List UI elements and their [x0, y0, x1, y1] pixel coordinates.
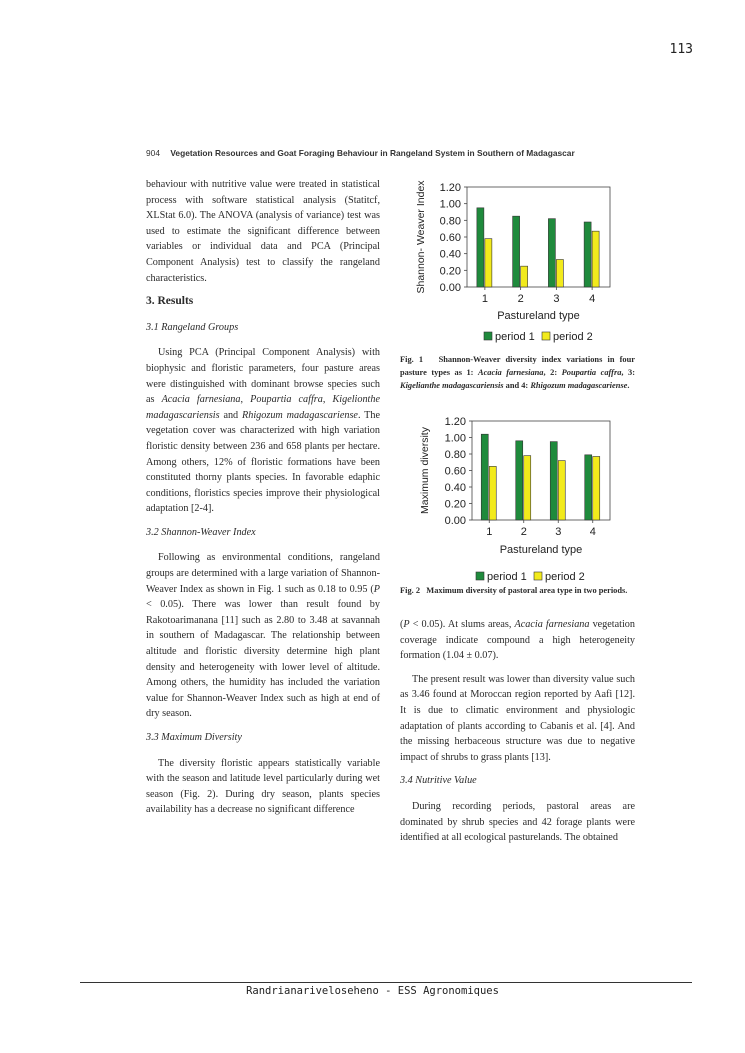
x-tick-label: 4 — [589, 293, 596, 305]
x-tick-label: 2 — [517, 293, 524, 305]
bar-period1 — [481, 434, 488, 520]
bar-period2 — [485, 239, 492, 287]
bar-period2 — [592, 231, 599, 287]
figure-2-caption: Fig. 2 Maximum diversity of pastoral area type in two periods. — [400, 586, 628, 595]
bar-period2 — [489, 466, 496, 520]
x-tick-label: 1 — [481, 293, 488, 305]
section-heading-results: 3. Results — [146, 295, 194, 308]
shannon-weaver-paragraph: Following as environmental conditions, rangeland groups are determined with a large variation of Shannon-Weaver Index as shown in Fig. 1 such as 0.18 to 0.95 (P < 0.05). There was lower than result found by Rakotoarimanana [11] such as 2.80 to 3.48 at savannah in southern of Madagascar. The relationship between altitude and floristic diversity determine high plant density and heterogeneity with lower level of altitude. Among others, the humidity has included the variation value for Shannon-Weaver Index such as high at end of dry season. — [146, 552, 380, 720]
y-tick-label: 0.20 — [444, 498, 466, 511]
legend-swatch-period1 — [476, 572, 484, 580]
bar-period1 — [550, 442, 557, 520]
figure-1-bar-chart — [410, 178, 640, 348]
x-tick-label: 4 — [589, 526, 596, 538]
footer-divider — [80, 982, 692, 983]
running-header — [146, 148, 616, 158]
bar-period1 — [548, 219, 555, 287]
legend-label: period 1 — [487, 571, 527, 583]
maximum-diversity-paragraph: The diversity floristic appears statistically variable with the season and latitude level particularly during wet season (Fig. 2). During dry season, plants species availability has a decrease no significant difference — [146, 757, 380, 816]
y-tick-label: 0.20 — [439, 265, 461, 278]
nutritive-value-paragraph: During recording periods, pastoral areas are dominated by shrub species and 42 forage plants were identified at all ecological pasturelands. The obtained — [400, 800, 635, 844]
y-tick-label: 1.00 — [439, 198, 461, 211]
journal-page-number: 904 — [146, 148, 160, 158]
bar-period2 — [524, 456, 531, 520]
x-axis-label: Pastureland type — [499, 544, 583, 556]
bar-period2 — [558, 461, 565, 520]
y-tick-label: 0.40 — [439, 248, 461, 261]
legend-label: period 1 — [495, 331, 535, 343]
x-axis-label: Pastureland type — [497, 310, 580, 322]
legend-label: period 2 — [553, 331, 593, 343]
bar-period1 — [477, 208, 484, 287]
y-tick-label: 0.80 — [439, 215, 461, 228]
y-tick-label: 1.00 — [444, 432, 466, 445]
legend-swatch-period1 — [484, 332, 492, 340]
x-tick-label: 3 — [553, 293, 560, 305]
right-column — [400, 617, 635, 854]
subsection-heading-maximum-diversity: 3.3 Maximum Diversity — [146, 732, 242, 743]
legend-swatch-period2 — [534, 572, 542, 580]
bar-period2 — [593, 456, 600, 520]
figure-2-bar-chart — [410, 412, 640, 584]
y-tick-label: 0.00 — [439, 282, 461, 294]
y-axis-label: Shannon- Weaver Index — [415, 180, 427, 294]
subsection-heading-shannon-weaver: 3.2 Shannon-Weaver Index — [146, 526, 256, 538]
bar-period2 — [556, 260, 563, 288]
methods-paragraph-end: behaviour with nutritive value were treated in statistical process with software statistical analysis (Statitcf, XLStat 6.0). The ANOVA (analysis of variance) test was used to estimate the significant difference between variables or individual data and PCA (Principal Component Analysis) test to classify the rangeland characteristics. — [146, 179, 380, 284]
y-tick-label: 0.60 — [444, 465, 466, 478]
y-tick-label: 0.80 — [444, 449, 466, 461]
left-column — [146, 177, 380, 826]
legend-label: period 2 — [545, 571, 585, 583]
bar-period1 — [516, 441, 523, 520]
subsection-heading-rangeland-groups: 3.1 Rangeland Groups — [146, 321, 239, 333]
y-tick-label: 0.60 — [439, 232, 461, 244]
x-tick-label: 2 — [520, 526, 527, 538]
figure-1-caption: Fig. 1 Shannon-Weaver diversity index variations in four pasture types as 1: Acacia farnesiana, 2: Poupartia caffra, 3: Kigelianthe madagascariensis and 4: Rhigozum madagascariense. — [400, 355, 635, 390]
subsection-heading-nutritive-value: 3.4 Nutritive Value — [400, 775, 477, 787]
x-tick-label: 3 — [555, 526, 562, 538]
comparison-paragraph: The present result was lower than diversity value such as 3.46 found at Moroccan region reported by Aafi [12]. It is due to climatic environment and physiologic adaptation of plants according to Cabanis et al. [4]. And the missing herbaceous structure was due to negative impact of shrubs to grass plants [13]. — [400, 673, 635, 763]
y-tick-label: 1.20 — [439, 182, 461, 194]
y-tick-label: 0.00 — [444, 515, 466, 527]
x-tick-label: 1 — [486, 526, 493, 538]
bar-period1 — [513, 216, 520, 287]
bar-period1 — [585, 455, 592, 520]
page-footer: Randrianariveloseheno - ESS Agronomiques — [246, 985, 499, 997]
y-axis-label: Maximum diversity — [419, 427, 431, 514]
running-title: Vegetation Resources and Goat Foraging Behaviour in Rangeland System in Southern of Madagascar — [170, 148, 575, 158]
y-tick-label: 0.40 — [444, 482, 466, 494]
bar-period1 — [584, 222, 591, 287]
legend-swatch-period2 — [542, 332, 550, 340]
page-number: 113 — [669, 42, 693, 57]
bar-period2 — [521, 266, 528, 287]
y-tick-label: 1.20 — [444, 416, 466, 428]
rangeland-groups-paragraph: Using PCA (Principal Component Analysis) with biophysic and floristic parameters, four pasture areas were distinguished with dominant browse species such as Acacia farnesiana, Poupartia caffra, Kigelionthe madagascariensis and Rhigozum madagascariense. The vegetation cover was characterized with high variation floristic density between 236 and 658 plants per hectare. Among others, 12% of floristic formations have been constituted thorny plants species. In favorable edaphic conditions, floristics species improve their physiological adaptation [2-4]. — [146, 347, 381, 515]
maximum-diversity-continued: (P < 0.05). At slums areas, Acacia farnesiana vegetation coverage indicate compound a high heterogeneity formation (1.04 ± 0.07). — [400, 619, 635, 662]
